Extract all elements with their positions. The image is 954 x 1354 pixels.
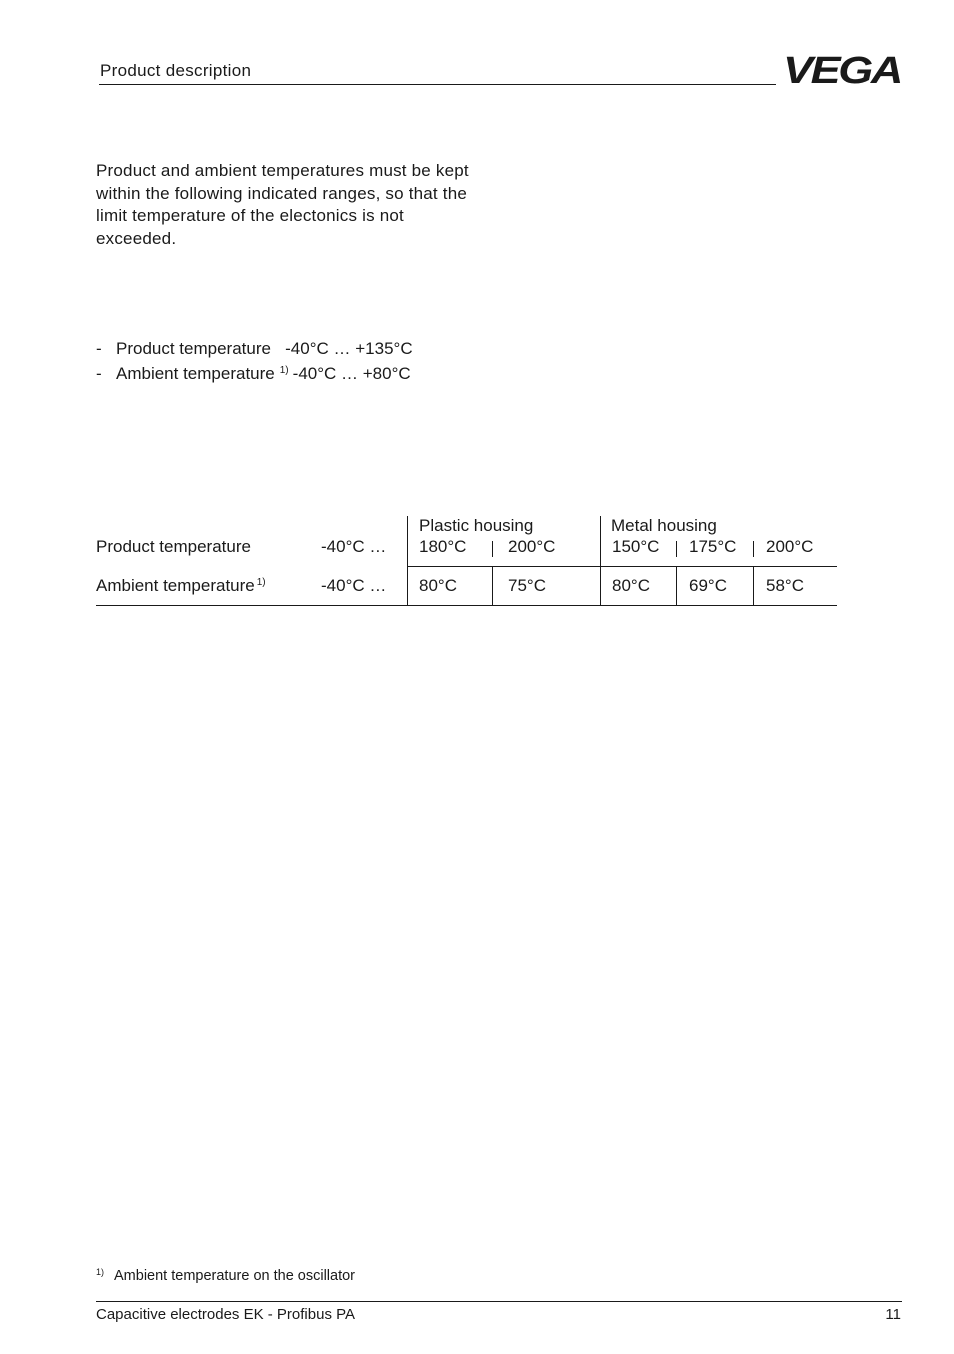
footnote-ref: 1) <box>256 577 266 588</box>
table-rule-bottom <box>96 605 837 606</box>
range-value: -40°C … +135°C <box>285 339 413 358</box>
range-item-product <box>96 338 413 360</box>
table-divider <box>407 516 408 606</box>
cell-product-plastic-2: 200°C <box>508 537 556 556</box>
page-header-title: Product description <box>100 61 252 80</box>
logo-text: VEGA <box>783 54 901 86</box>
cell-ambient-metal-1: 80°C <box>612 576 650 595</box>
table-tick <box>676 541 677 557</box>
row-label-product: Product temperature <box>96 537 251 556</box>
row-min-ambient: -40°C … <box>321 576 387 595</box>
range-item-ambient <box>96 360 413 385</box>
cell-product-metal-2: 175°C <box>689 537 737 556</box>
group-metal-housing: Metal housing <box>611 516 717 535</box>
vega-logo <box>782 54 902 86</box>
range-label: Product temperature <box>116 339 271 358</box>
cell-ambient-plastic-1: 80°C <box>419 576 457 595</box>
table-tick <box>753 541 754 557</box>
table-tick <box>492 541 493 557</box>
footnote <box>96 1267 355 1284</box>
cell-ambient-metal-3: 58°C <box>766 576 804 595</box>
list-dash: - <box>96 339 102 358</box>
range-value: -40°C … +80°C <box>292 363 411 383</box>
row-label-ambient <box>96 576 266 596</box>
table-rule-mid <box>407 566 837 567</box>
range-label: Ambient temperature <box>116 363 275 383</box>
intro-paragraph <box>96 160 486 250</box>
cell-ambient-metal-2: 69°C <box>689 576 727 595</box>
table-divider <box>600 516 601 606</box>
table-divider <box>753 567 754 605</box>
temperature-range-list <box>96 338 413 384</box>
intro-text: Product and ambient temperatures must be kept within the following indicated ranges, so that the limit temperature of the electonics is not exceeded. <box>96 161 469 248</box>
page-number: 11 <box>885 1306 901 1323</box>
header-rule <box>99 84 776 85</box>
cell-product-metal-1: 150°C <box>612 537 660 556</box>
row-label-ambient-text: Ambient temperature <box>96 576 255 595</box>
footnote-ref: 1) <box>279 364 289 376</box>
list-dash: - <box>96 363 102 383</box>
table-divider <box>676 567 677 605</box>
table-divider <box>492 567 493 605</box>
footer-rule <box>96 1301 902 1302</box>
footnote-text: Ambient temperature on the oscillator <box>114 1268 356 1284</box>
footer-document-title: Capacitive electrodes EK - Profibus PA <box>96 1306 356 1323</box>
cell-product-metal-3: 200°C <box>766 537 814 556</box>
cell-product-plastic-1: 180°C <box>419 537 467 556</box>
row-min-product: -40°C … <box>321 537 387 556</box>
group-plastic-housing: Plastic housing <box>419 516 534 535</box>
footnote-marker: 1) <box>96 1267 105 1277</box>
cell-ambient-plastic-2: 75°C <box>508 576 546 595</box>
